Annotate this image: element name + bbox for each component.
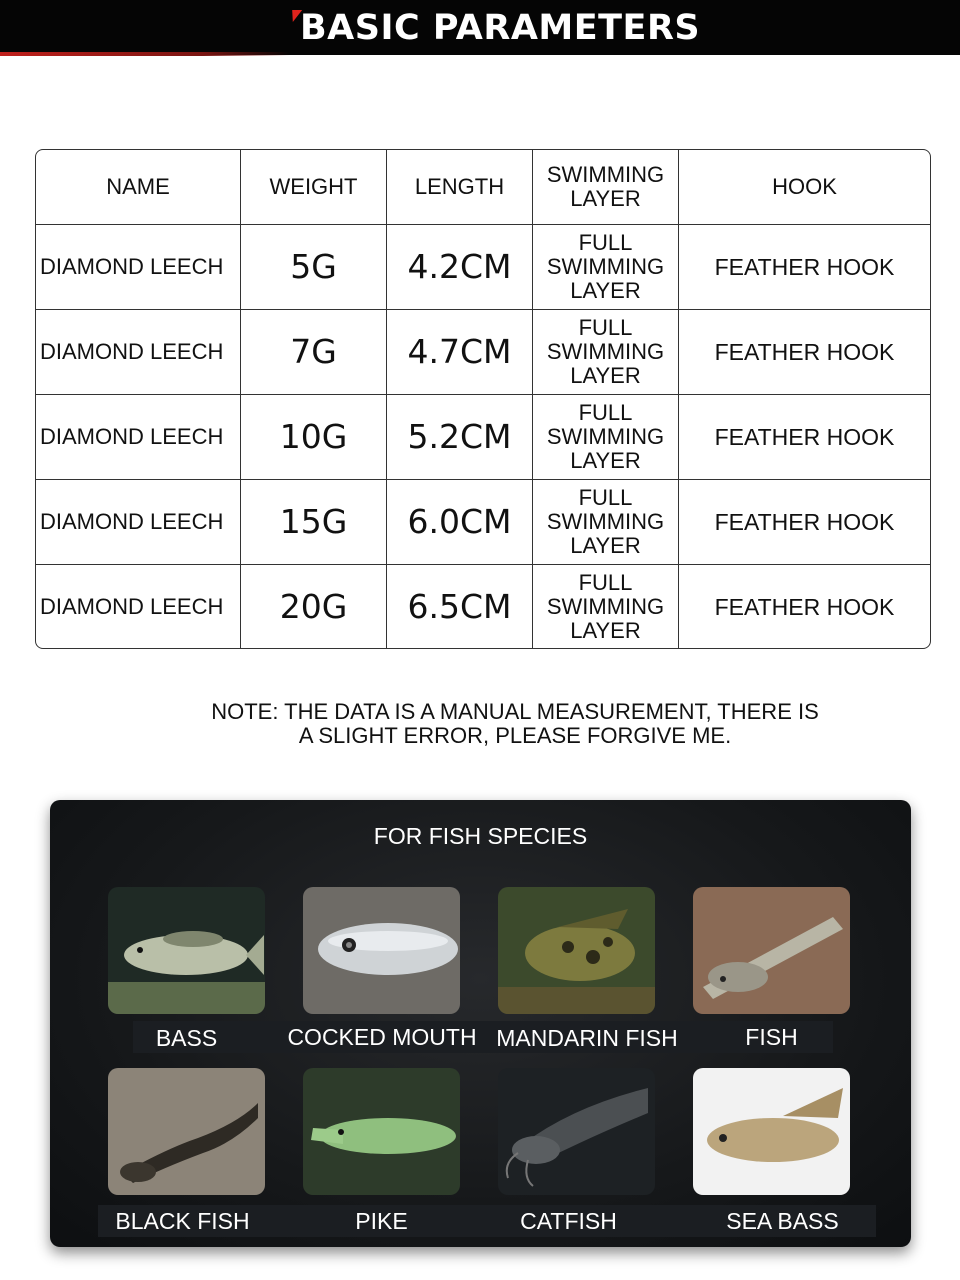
table-cell-layer-text: FULL SWIMMING LAYER — [546, 569, 665, 643]
page-title: BASIC PARAMETERS — [300, 8, 701, 48]
species-label-cocked-mouth: COCKED MOUTH — [287, 1024, 477, 1050]
table-cell-layer — [533, 480, 679, 565]
table-cell-length: 6.5CM — [387, 565, 533, 648]
table-cell-layer-text: FULL SWIMMING LAYER — [546, 485, 665, 558]
table-cell-name: DIAMOND LEECH — [36, 565, 241, 648]
table-cell-hook: FEATHER HOOK — [714, 593, 895, 620]
column-header-hook: HOOK — [679, 150, 930, 225]
table-cell-name: DIAMOND LEECH — [36, 395, 241, 480]
species-label-sea-bass: SEA BASS — [726, 1208, 839, 1234]
column-header-length: LENGTH — [387, 150, 533, 225]
cocked-mouth-icon — [303, 887, 460, 1014]
species-label-catfish: CATFISH — [520, 1208, 617, 1234]
table-cell-hook: FEATHER HOOK — [679, 310, 930, 395]
fish-photo-sea-bass — [693, 1068, 850, 1195]
species-label-pike: PIKE — [355, 1208, 408, 1234]
mandarin-fish-icon — [498, 887, 655, 1014]
black-fish-icon — [108, 1068, 265, 1195]
fish-photo-bass — [108, 887, 265, 1014]
pike-icon — [303, 1068, 460, 1195]
species-label-fish: FISH — [745, 1024, 798, 1050]
fish-photo-mandarin-fish — [498, 887, 655, 1014]
measurement-note — [0, 700, 960, 748]
header-underline — [0, 52, 290, 56]
species-label-black-fish: BLACK FISH — [115, 1208, 250, 1234]
table-cell-layer-text: FULL SWIMMING LAYER — [546, 400, 665, 473]
fish-photo-catfish — [498, 1068, 655, 1195]
table-cell-hook: FEATHER HOOK — [679, 395, 930, 480]
fish-photo-cocked-mouth — [303, 887, 460, 1014]
column-header-weight: WEIGHT — [241, 150, 387, 225]
table-cell-layer-text: FULL SWIMMING LAYER — [546, 315, 665, 388]
table-cell-name: DIAMOND LEECH — [36, 310, 241, 395]
species-label-mandarin-fish: MANDARIN FISH — [496, 1025, 678, 1051]
fish-species-panel — [50, 800, 911, 1247]
column-header-swimming-layer — [533, 150, 679, 225]
table-cell-length: 5.2CM — [387, 395, 533, 480]
table-cell-name: DIAMOND LEECH — [36, 480, 241, 565]
table-cell-weight: 5G — [241, 225, 387, 310]
table-cell-hook: FEATHER HOOK — [679, 225, 930, 310]
bass-icon — [108, 887, 265, 1014]
fish-photo-fish — [693, 887, 850, 1014]
table-cell-layer — [533, 565, 679, 648]
table-cell-weight: 20G — [241, 565, 387, 648]
species-label-bass: BASS — [155, 1025, 218, 1051]
sea-bass-icon — [693, 1068, 850, 1195]
table-cell-length: 6.0CM — [387, 480, 533, 565]
table-cell-length: 4.7CM — [387, 310, 533, 395]
table-cell-layer — [533, 395, 679, 480]
table-cell-layer-text: FULL SWIMMING LAYER — [546, 230, 665, 303]
table-cell-length: 4.2CM — [387, 225, 533, 310]
fish-photo-pike — [303, 1068, 460, 1195]
table-cell-layer — [533, 225, 679, 310]
parameters-table — [35, 149, 931, 649]
note-line-2: A SLIGHT ERROR, PLEASE FORGIVE ME. — [298, 723, 732, 748]
table-cell-layer — [533, 310, 679, 395]
fish-icon — [693, 887, 850, 1014]
column-header-swimming-layer-text: SWIMMING LAYER — [546, 162, 665, 211]
table-cell-hook: FEATHER HOOK — [679, 480, 930, 565]
table-cell-name: DIAMOND LEECH — [36, 225, 241, 310]
catfish-icon — [498, 1068, 655, 1195]
table-cell-weight: 15G — [241, 480, 387, 565]
table-cell-weight: 7G — [241, 310, 387, 395]
column-header-name: NAME — [36, 150, 241, 225]
fish-photo-black-fish — [108, 1068, 265, 1195]
table-cell-weight: 10G — [241, 395, 387, 480]
note-line-1: NOTE: THE DATA IS A MANUAL MEASUREMENT, THERE IS — [211, 699, 819, 724]
species-title: FOR FISH SPECIES — [373, 823, 588, 849]
